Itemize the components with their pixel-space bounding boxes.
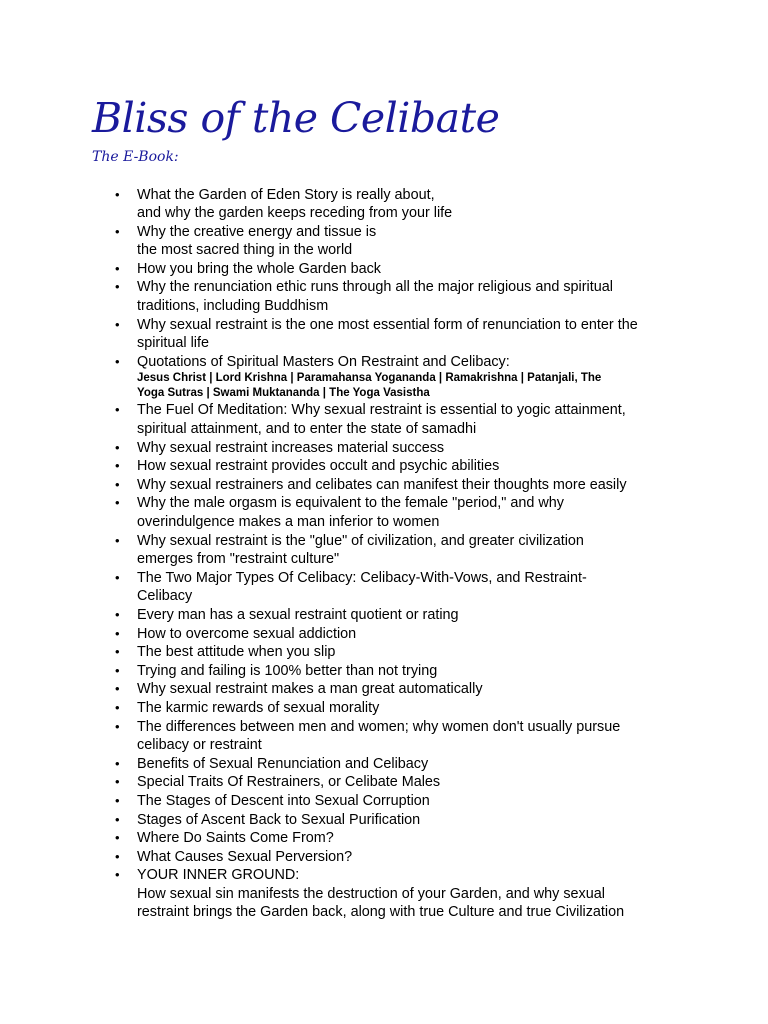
list-item [0,476,697,495]
list-item-line: • How you bring the whole Garden back [137,260,381,277]
list-item-line: • How sexual restraint provides occult and psychic abilities [137,458,500,475]
list-item-line: traditions, including Buddhism [137,298,329,315]
list-item [0,755,697,774]
list-item [0,718,697,755]
masters-list-line: Jesus Christ | Lord Krishna | Paramahansa Yogananda | Ramakrishna | Patanjali, The [137,372,602,385]
list-item-line: • Why sexual restraint increases material success [137,439,445,456]
topic-list [0,186,768,923]
list-item [0,278,697,315]
list-item [0,494,697,531]
list-item-line: • Trying and failing is 100% better than not trying [137,662,438,679]
list-item [0,532,697,569]
list-item-line: • Why sexual restrainers and celibates can manifest their thoughts more easily [137,476,627,493]
list-item-line: • The Stages of Descent into Sexual Corruption [137,792,430,809]
list-item-line: • Benefits of Sexual Renunciation and Celibacy [137,755,429,772]
list-item-line: • Why sexual restraint is the "glue" of civilization, and greater civilization [137,532,584,549]
list-item-line: • Stages of Ascent Back to Sexual Purification [137,811,421,828]
list-item [0,569,697,606]
list-item [0,353,697,402]
list-item [0,439,697,458]
list-item [0,773,697,792]
list-item-line: • Quotations of Spiritual Masters On Restraint and Celibacy: [137,353,510,370]
list-item-line: spiritual attainment, and to enter the state of samadhi [137,421,477,438]
list-item [0,811,697,830]
list-item [0,699,697,718]
list-item-line: spiritual life [137,335,209,352]
list-item-line: • The Fuel Of Meditation: Why sexual restraint is essential to yogic attainment, [137,402,626,419]
list-item-line: restraint brings the Garden back, along with true Culture and true Civilization [137,904,625,921]
list-item [0,625,697,644]
list-item-line: and why the garden keeps receding from your life [137,205,453,222]
list-item-line: How sexual sin manifests the destruction of your Garden, and why sexual [137,885,605,902]
list-item-line: • Special Traits Of Restrainers, or Celibate Males [137,774,441,791]
page-subtitle: The E-Book: [92,149,179,165]
list-item [0,643,697,662]
list-item [0,792,697,811]
list-item-line: overindulgence makes a man inferior to women [137,514,440,530]
list-item [0,316,697,353]
list-item-line: • Every man has a sexual restraint quotient or rating [137,606,459,623]
list-item-line: • Where Do Saints Come From? [137,830,334,847]
list-item-line: • Why the renunciation ethic runs through all the major religious and spiritual [137,279,613,296]
list-item-line: • Why the creative energy and tissue is [137,223,377,240]
list-item-line: • What the Garden of Eden Story is really about, [137,186,435,203]
list-item [0,848,697,867]
list-item [0,829,697,848]
list-item [0,186,697,223]
list-item-line: Celibacy [137,588,193,605]
list-item [0,866,697,922]
list-item-line: • Why sexual restraint makes a man great automatically [137,681,483,698]
list-item-line: • What Causes Sexual Perversion? [137,848,353,865]
list-item-line: • The differences between men and women; why women don't usually pursue [137,718,621,735]
list-item [0,457,697,476]
list-item [0,606,697,625]
list-item-line: • The best attitude when you slip [137,644,336,661]
list-item-line: • Why the male orgasm is equivalent to the female "period," and why [137,495,564,512]
list-item [0,260,697,279]
masters-list-line: Yoga Sutras | Swami Muktananda | The Yoga Vasistha [137,387,430,400]
page-title: Bliss of the Celibate [92,94,500,142]
list-item-line: emerges from "restraint culture" [137,551,340,568]
list-item [0,401,697,438]
list-item-line: the most sacred thing in the world [137,242,353,259]
list-item-line: • Why sexual restraint is the one most essential form of renunciation to enter the [137,316,638,333]
list-item [0,680,697,699]
list-item-line: celibacy or restraint [137,737,262,754]
list-item-line: • The karmic rewards of sexual morality [137,699,380,716]
list-item-line: • YOUR INNER GROUND: [137,867,300,884]
list-item-line: • The Two Major Types Of Celibacy: Celibacy-With-Vows, and Restraint- [137,569,587,586]
list-item-line: • How to overcome sexual addiction [137,625,357,642]
list-item [0,662,697,681]
list-item [0,223,697,260]
